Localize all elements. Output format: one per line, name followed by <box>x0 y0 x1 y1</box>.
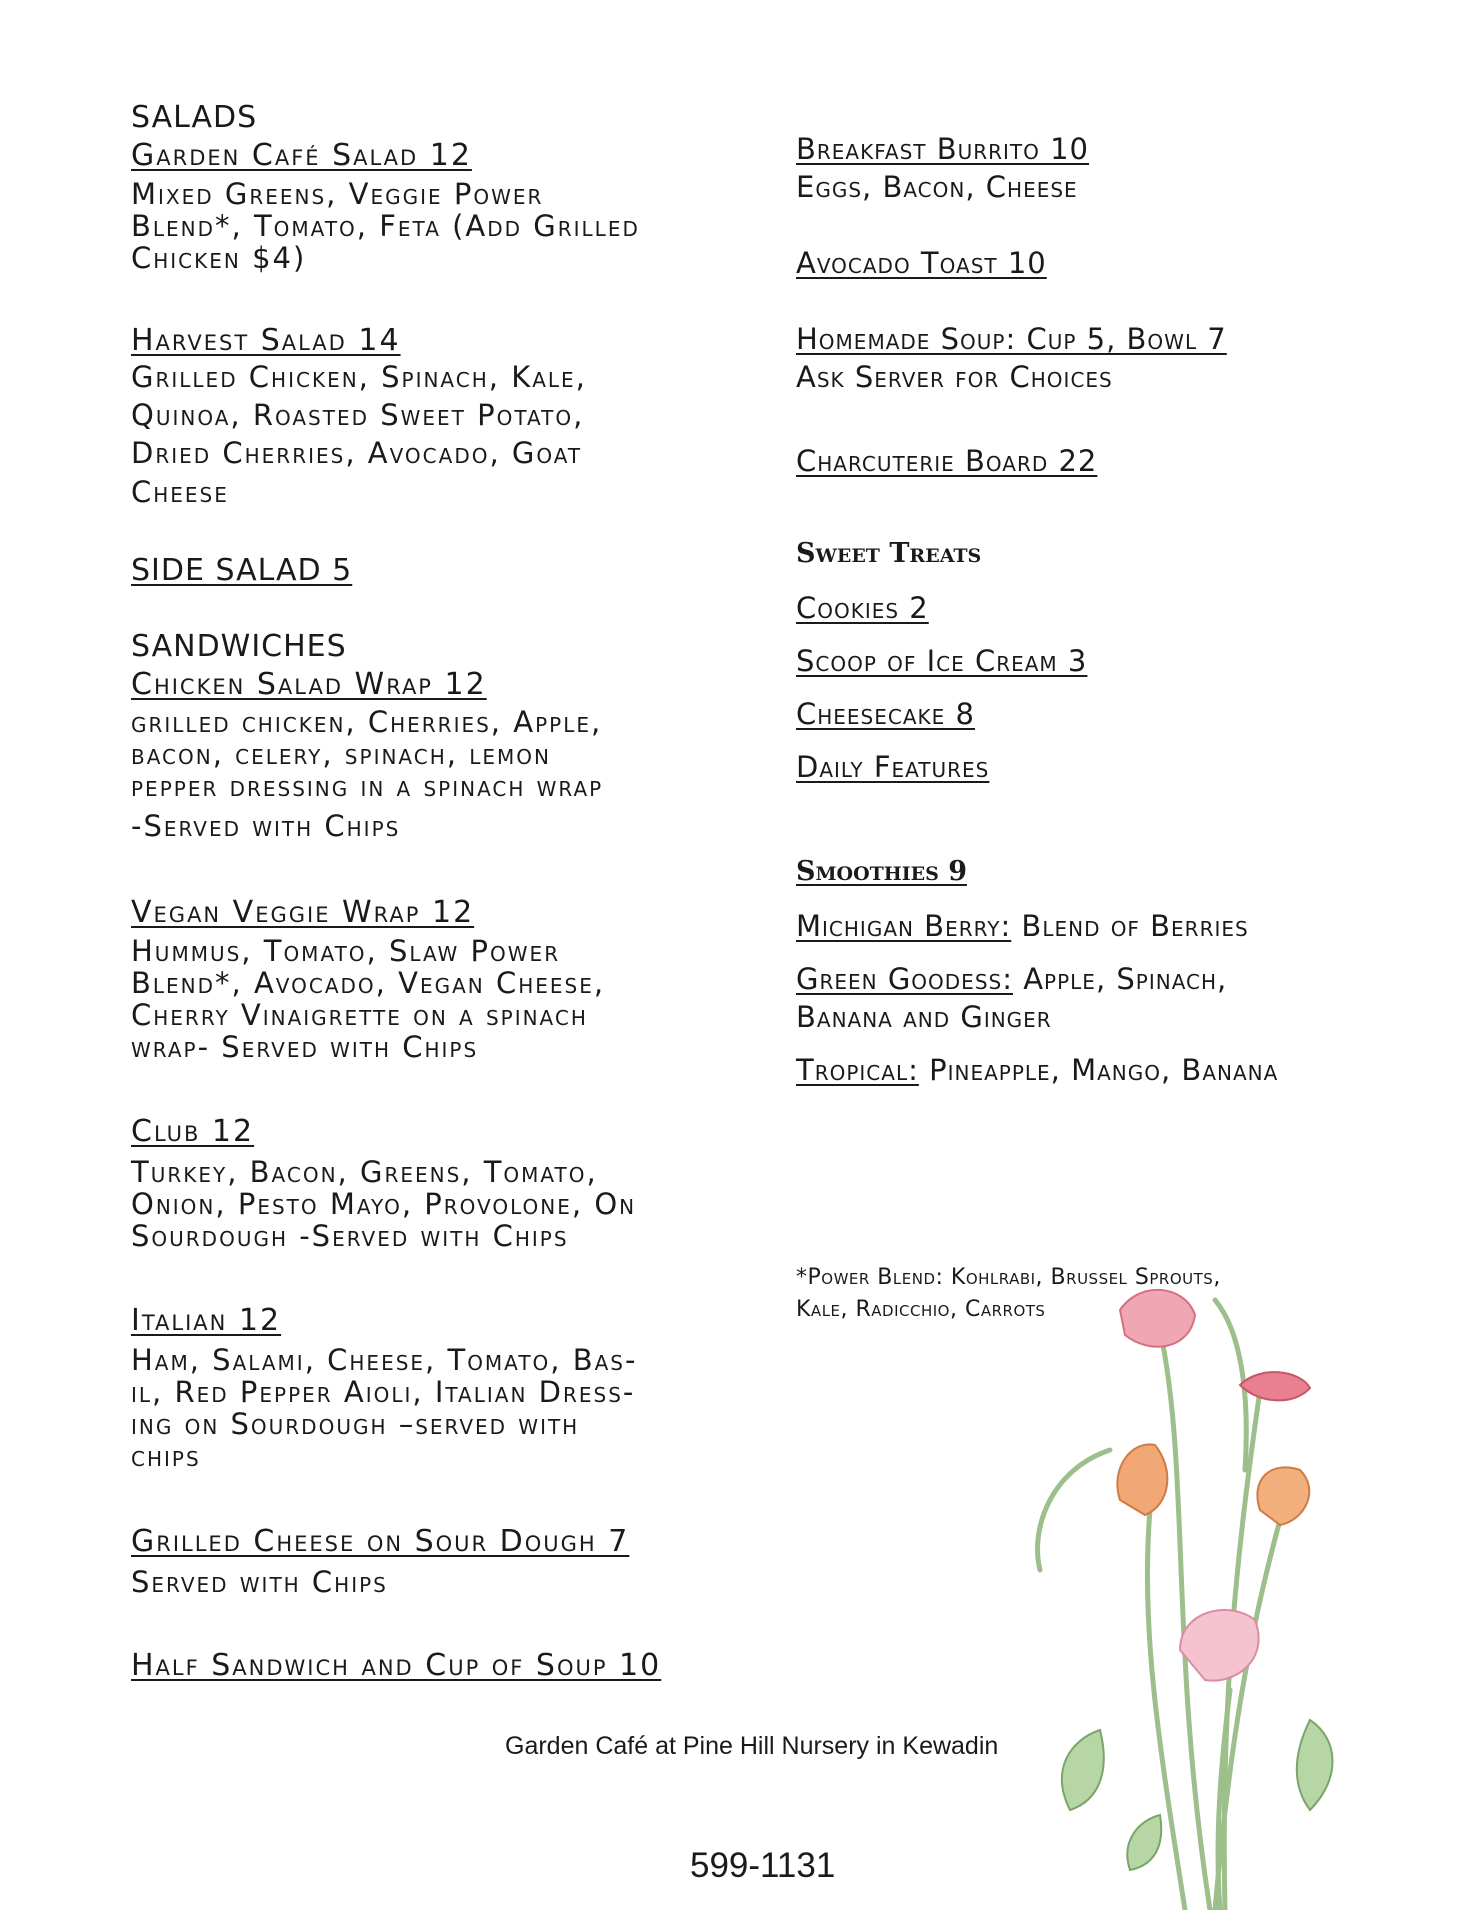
grilled-cheese-title: Grilled Cheese on Sour Dough 7 <box>131 1524 630 1559</box>
footer-cafe-name: Garden Café at Pine Hill Nursery in Kewadin <box>505 1732 999 1760</box>
side-salad-title: SIDE SALAD 5 <box>131 553 353 588</box>
sweet-item-ice-cream: Scoop of Ice Cream 3 <box>796 644 1088 678</box>
italian-title: Italian 12 <box>131 1303 282 1338</box>
salads-heading: SALADS <box>131 100 258 135</box>
vegan-wrap-desc-3: Cherry Vinaigrette on a spinach <box>131 998 588 1032</box>
sweet-item-daily-features: Daily Features <box>796 750 990 784</box>
power-blend-note-2: Kale, Radicchio, Carrots <box>796 1297 1046 1322</box>
grilled-cheese-served: Served with Chips <box>131 1565 388 1599</box>
club-desc-2: Onion, Pesto Mayo, Provolone, On <box>131 1187 637 1221</box>
garden-salad-desc-1: Mixed Greens, Veggie Power <box>131 177 544 211</box>
italian-desc-1: Ham, Salami, Cheese, Tomato, Bas- <box>131 1343 638 1377</box>
sweet-treats-heading: Sweet Treats <box>796 538 982 569</box>
harvest-salad-desc-2: Quinoa, Roasted Sweet Potato, <box>131 398 585 432</box>
sweet-item-cookies: Cookies 2 <box>796 591 929 625</box>
smoothie-green-desc: Apple, Spinach, <box>1012 962 1228 996</box>
harvest-salad-desc-4: Cheese <box>131 475 229 509</box>
club-desc-3: Sourdough -Served with Chips <box>131 1219 569 1253</box>
smoothie-green-desc-2: Banana and Ginger <box>796 1000 1052 1034</box>
vegan-wrap-desc-4: wrap- Served with Chips <box>131 1030 479 1064</box>
soup-title: Homemade Soup: Cup 5, Bowl 7 <box>796 322 1227 356</box>
vegan-wrap-title: Vegan Veggie Wrap 12 <box>131 895 475 930</box>
sandwiches-heading: SANDWICHES <box>131 629 347 664</box>
footer-phone: 599-1131 <box>690 1846 836 1885</box>
smoothie-michigan-name: Michigan Berry: <box>796 909 1012 943</box>
club-desc-1: Turkey, Bacon, Greens, Tomato, <box>131 1155 598 1189</box>
chicken-wrap-desc-1: grilled chicken, Cherries, Apple, <box>131 705 603 739</box>
smoothie-green-name: Green Goodess: <box>796 962 1013 996</box>
chicken-wrap-desc-3: pepper dressing in a spinach wrap <box>131 769 604 803</box>
harvest-salad-desc-1: Grilled Chicken, Spinach, Kale, <box>131 360 587 394</box>
burrito-title: Breakfast Burrito 10 <box>796 132 1090 166</box>
club-title: Club 12 <box>131 1114 255 1149</box>
italian-desc-2: il, Red Pepper Aioli, Italian Dress- <box>131 1375 636 1409</box>
soup-desc: Ask Server for Choices <box>796 360 1113 394</box>
burrito-desc: Eggs, Bacon, Cheese <box>796 170 1078 204</box>
sweet-item-cheesecake: Cheesecake 8 <box>796 697 975 731</box>
avocado-toast-title: Avocado Toast 10 <box>796 246 1047 280</box>
chicken-wrap-desc-2: bacon, celery, spinach, lemon <box>131 737 551 771</box>
smoothie-tropical-desc: Pineapple, Mango, Banana <box>918 1053 1279 1087</box>
chicken-wrap-served: -Served with Chips <box>131 809 401 843</box>
half-sandwich-title: Half Sandwich and Cup of Soup 10 <box>131 1648 662 1683</box>
smoothie-michigan-desc: Blend of Berries <box>1011 909 1249 943</box>
garden-salad-title: Garden Café Salad 12 <box>131 138 472 173</box>
italian-desc-3: ing on Sourdough –served with <box>131 1407 580 1441</box>
smoothie-tropical-name: Tropical: <box>796 1053 919 1087</box>
smoothie-tropical <box>796 1053 1278 1087</box>
italian-desc-4: chips <box>131 1439 201 1473</box>
harvest-salad-desc-3: Dried Cherries, Avocado, Goat <box>131 436 583 470</box>
smoothies-heading: Smoothies 9 <box>796 856 967 887</box>
smoothie-green <box>796 962 1227 996</box>
garden-salad-desc-3: Chicken $4) <box>131 241 307 275</box>
chicken-wrap-title: Chicken Salad Wrap 12 <box>131 667 487 702</box>
vegan-wrap-desc-1: Hummus, Tomato, Slaw Power <box>131 934 561 968</box>
vegan-wrap-desc-2: Blend*, Avocado, Vegan Cheese, <box>131 966 606 1000</box>
harvest-salad-title: Harvest Salad 14 <box>131 323 401 358</box>
garden-salad-desc-2: Blend*, Tomato, Feta (Add Grilled <box>131 209 640 243</box>
flower-illustration <box>1010 1270 1390 1910</box>
charcuterie-title: Charcuterie Board 22 <box>796 444 1098 478</box>
power-blend-note-1: *Power Blend: Kohlrabi, Brussel Sprouts, <box>796 1265 1221 1290</box>
smoothie-michigan <box>796 909 1249 943</box>
